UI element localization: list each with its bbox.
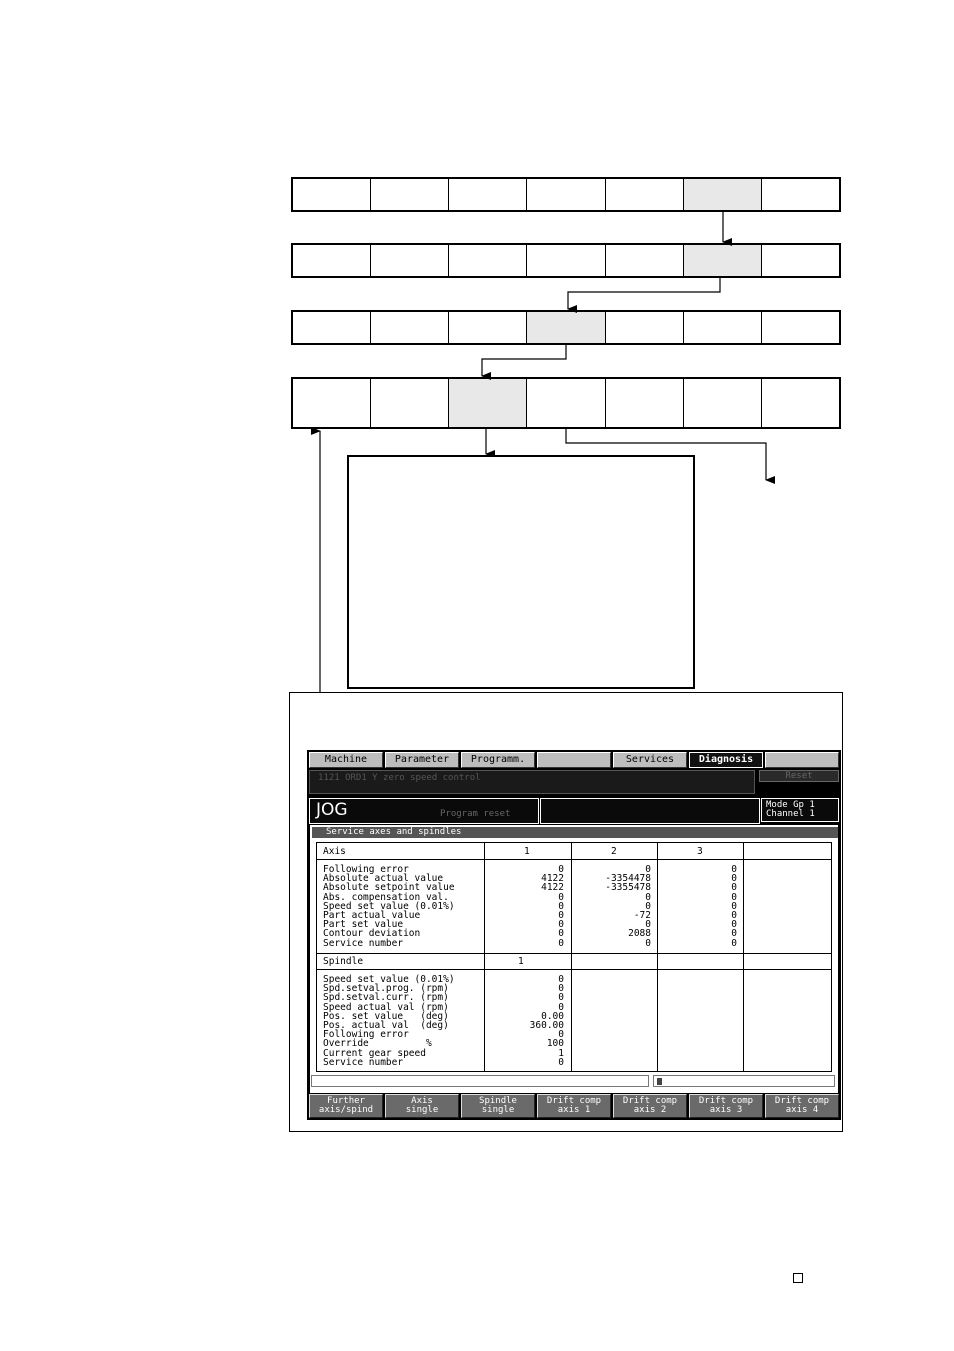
table-row-divider [317,953,831,954]
axis-row-value: 0 [731,910,737,921]
axis-row-value: 0 [558,891,564,903]
axis-row-label: Following error [323,864,409,875]
spindle-row-value: 0 [558,983,564,995]
axis-row-value: 2088 [628,928,651,940]
service-panel [309,824,839,1094]
axis-row-value: 0 [731,919,737,931]
axis-row-value: 0 [645,919,651,931]
table-row-divider [317,969,831,970]
program-status: Program reset [440,809,511,819]
axis-row-value: 0 [558,928,564,940]
top-tab-5[interactable]: Services [613,752,687,768]
spindle-row-value: 0 [558,1001,564,1013]
spindle-row-value: 0 [558,1056,564,1068]
softkey-3[interactable]: Spindle single [461,1094,535,1118]
arrow-row3-row4 [482,345,566,376]
spindle-row-value: 0 [558,974,564,985]
spindle-row-label: Current gear speed [323,1047,426,1059]
axis-row-label: Absolute actual value [323,873,444,885]
axis-row-value: 0 [731,928,737,940]
table-row-divider [317,859,831,860]
spindle-row-value: 0.00 [541,1010,564,1022]
top-tab-3[interactable]: Programm. [461,752,535,768]
top-tab-7[interactable] [765,752,839,768]
mode-group: Mode Gp 1 [766,800,815,810]
status-display [540,798,760,824]
spindle-row-label: Override % [323,1038,432,1050]
top-menu-tabs [309,752,839,768]
page-corner-square-icon [793,1273,803,1283]
mode-display [309,798,539,824]
top-tab-4[interactable] [537,752,611,768]
axis-row-value: 0 [731,937,737,949]
top-tab-1[interactable]: Machine [309,752,383,768]
axis-row-label: Service number [323,937,404,949]
softkey-4[interactable]: Drift comp axis 1 [537,1094,611,1118]
axis-row-label: Absolute setpoint value [323,882,455,894]
panel-title: Service axes and spindles [312,827,838,838]
axis-row-value: 0 [645,937,651,949]
top-tab-2[interactable]: Parameter [385,752,459,768]
blank-description-box [347,455,695,689]
axis-row-value: 0 [731,891,737,903]
mode-group-display [761,798,839,822]
arrow-row2-row3 [568,278,720,309]
reset-button[interactable]: Reset [759,770,839,782]
spindle-row-label: Spd.setval.curr. (rpm) [323,992,449,1004]
spindle-row-label: Pos. actual val (deg) [323,1020,449,1031]
spindle-row-value: 1 [558,1047,564,1059]
axis-row-value: 0 [558,910,564,921]
spindle-row-label: Spd.setval.prog. (rpm) [323,983,449,995]
axis-row-value: 0 [731,882,737,894]
axis-row-value: 0 [731,864,737,875]
spindle-row-value: 0 [558,1029,564,1041]
axis-row-value: 4122 [541,882,564,894]
spindle-row-value: 100 [546,1038,564,1050]
axis-row-value: -3355478 [605,882,651,894]
spindle-row-value: 360.00 [529,1020,564,1031]
info-input[interactable] [653,1075,835,1087]
axis-row-value: 0 [558,864,564,875]
axis-header: Axis [323,846,346,857]
axis-row-value: 0 [731,900,737,912]
top-tab-6[interactable]: Diagnosis [689,752,763,768]
spindle-row-label: Following error [323,1029,409,1041]
alarm-line: 1121 ORD1 Y zero speed control [309,770,755,794]
cursor-icon [657,1078,662,1085]
spindle-row-label: Speed actual val (rpm) [323,1001,449,1013]
axis-row-value: 0 [645,891,651,903]
spindle-row-label: Pos. set value (deg) [323,1010,449,1022]
mode-label: JOG [316,800,348,820]
softkey-1[interactable]: Further axis/spind [309,1094,383,1118]
axis-column-header: 2 [611,846,617,857]
softkey-bar [309,1094,839,1118]
axis-row-value: -3354478 [605,873,651,885]
spindle-row-value: 0 [558,992,564,1004]
mode-row [309,798,839,822]
spindle-row-label: Speed set value (0.01%) [323,974,455,985]
axis-row-value: -72 [633,910,651,921]
cnc-screen [307,750,841,1120]
axis-row-label: Speed set value (0.01%) [323,900,455,912]
axis-row-label: Contour deviation [323,928,421,940]
axis-row-label: Part set value [323,919,404,931]
spindle-column-header: 1 [518,956,524,967]
axis-row-label: Abs. compensation val. [323,891,449,903]
axis-column-header: 1 [524,846,530,857]
service-data-table [316,842,832,1072]
softkey-7[interactable]: Drift comp axis 4 [765,1094,839,1118]
axis-row-value: 0 [558,937,564,949]
axis-row-value: 0 [731,873,737,885]
axis-row-value: 0 [558,919,564,931]
spindle-header: Spindle [323,956,364,967]
axis-row-value: 4122 [541,873,564,885]
axis-row-value: 0 [558,900,564,912]
softkey-5[interactable]: Drift comp axis 2 [613,1094,687,1118]
spindle-row-label: Service number [323,1056,404,1068]
channel: Channel 1 [766,809,815,819]
axis-row-value: 0 [645,900,651,912]
axis-row-value: 0 [645,864,651,875]
softkey-6[interactable]: Drift comp axis 3 [689,1094,763,1118]
command-input[interactable] [311,1075,649,1087]
axis-row-label: Part actual value [323,910,421,921]
axis-column-header: 3 [697,846,703,857]
softkey-2[interactable]: Axis single [385,1094,459,1118]
